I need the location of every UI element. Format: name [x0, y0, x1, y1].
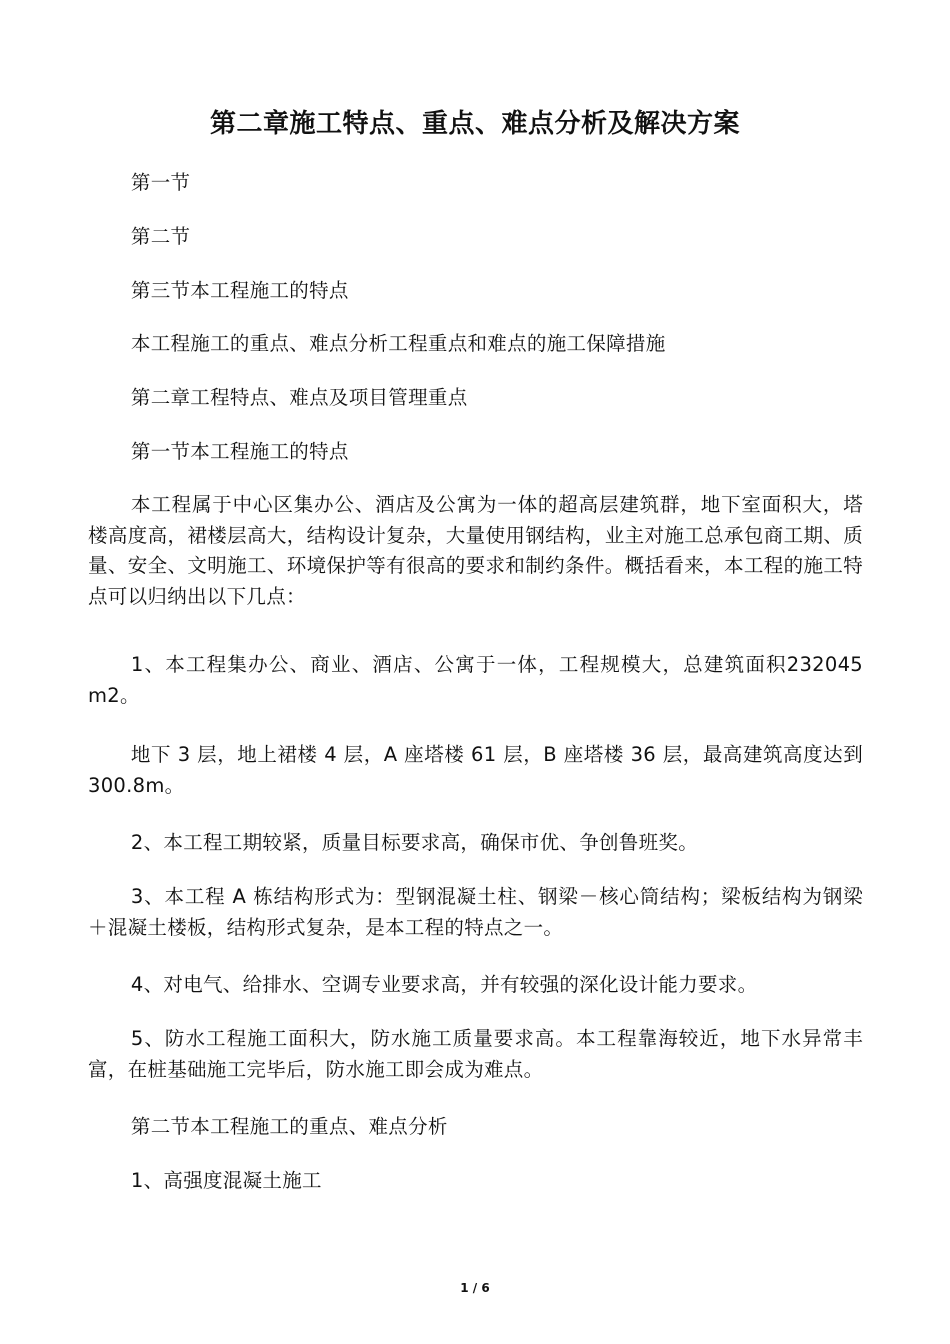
paragraph-key-points: 本工程施工的重点、难点分析工程重点和难点的施工保障措施	[130, 332, 666, 355]
document-title: 第二章施工特点、重点、难点分析及解决方案	[209, 109, 740, 139]
paragraph-chapter-heading: 第二章工程特点、难点及项目管理重点	[130, 386, 468, 409]
paragraph-floors: 地下 3 层，地上裙楼 4 层，A 座塔楼 61 层，B 座塔楼 36 层，最高建筑高度达到 300.8m。	[88, 743, 863, 797]
paragraph-item-5: 5、防水工程施工面积大，防水施工质量要求高。本工程靠海较近，地下水异常丰富，在桩基础施工完毕后，防水施工即会成为难点。	[88, 1027, 863, 1081]
paragraph-overview: 本工程属于中心区集办公、酒店及公寓为一体的超高层建筑群，地下室面积大，塔楼高度高，裙楼层高大，结构设计复杂，大量使用钢结构，业主对施工总承包商工期、质量、安全、文明施工、环境保护等有很高的要求和制约条件。概括看来，本工程的施工特点可以归纳出以下几点：	[88, 493, 863, 608]
paragraph-item-1: 1、本工程集办公、商业、酒店、公寓于一体，工程规模大，总建筑面积232045 m2。	[88, 653, 863, 707]
paragraph-concrete: 1、高强度混凝土施工	[130, 1169, 322, 1192]
paragraph-section-3: 第三节本工程施工的特点	[130, 279, 349, 302]
page-number: 1 / 6	[460, 1281, 490, 1295]
paragraph-item-3: 3、本工程 A 栋结构形式为：型钢混凝土柱、钢梁－核心筒结构；梁板结构为钢梁＋混凝土楼板，结构形式复杂，是本工程的特点之一。	[88, 885, 863, 939]
paragraph-item-2: 2、本工程工期较紧，质量目标要求高，确保市优、争创鲁班奖。	[130, 831, 698, 854]
paragraph-section-heading: 第一节本工程施工的特点	[130, 440, 349, 463]
paragraph-item-4: 4、对电气、给排水、空调专业要求高，并有较强的深化设计能力要求。	[130, 973, 758, 996]
paragraph-section-1: 第一节	[130, 171, 191, 194]
paragraph-section-2: 第二节	[130, 225, 191, 248]
paragraph-section-2-heading: 第二节本工程施工的重点、难点分析	[130, 1115, 448, 1138]
